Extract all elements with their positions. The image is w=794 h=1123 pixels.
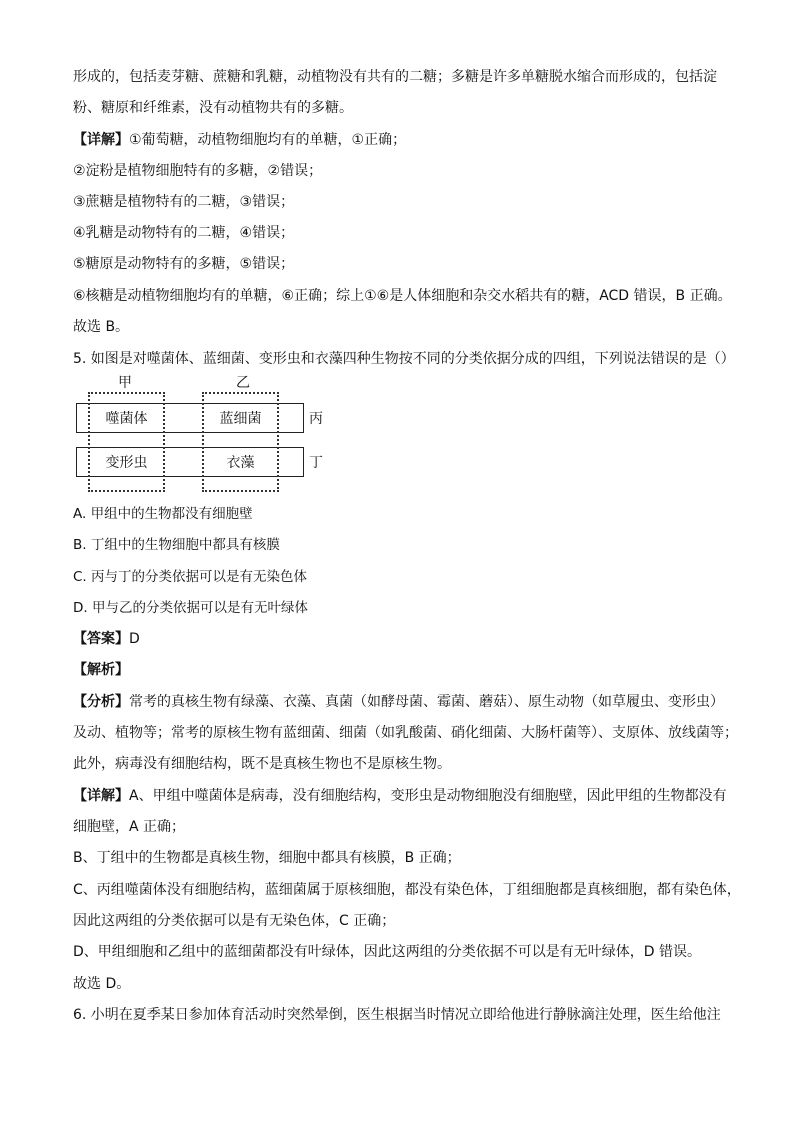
q4-detail-line-3: ③蔗糖是植物特有的二糖，③错误； bbox=[73, 194, 295, 210]
answer-line bbox=[73, 630, 140, 648]
option-d: D. 甲与乙的分类依据可以是有无叶绿体 bbox=[73, 600, 308, 616]
answer-value: D bbox=[129, 631, 140, 647]
q4-detail-line-1: 【详解】①葡萄糖，动植物细胞均有的单糖，①正确； bbox=[73, 132, 407, 148]
cell-chlamydomonas: 衣藻 bbox=[226, 455, 255, 471]
q5-detail-line-1: 【详解】A、甲组中噬菌体是病毒，没有细胞结构，变形虫是动物细胞没有细胞壁，因此甲组的生物都没有 bbox=[73, 788, 727, 804]
intro-line-1: 形成的，包括麦芽糖、蔗糖和乳糖，动植物没有共有的二糖；多糖是许多单糖脱水缩合而形成的，包括淀 bbox=[73, 69, 717, 85]
q5-detail-tag: 【详解】 bbox=[73, 788, 129, 804]
option-c: C. 丙与丁的分类依据可以是有无染色体 bbox=[73, 569, 308, 585]
q5-stem: 5. 如图是对噬菌体、蓝细菌、变形虫和衣藻四种生物按不同的分类依据分成的四组，下列说法错误的是（） bbox=[73, 351, 735, 367]
intro-line-2: 粉、糖原和纤维素，没有动植物共有的多糖。 bbox=[73, 100, 353, 116]
q5-detail-line-6: D、甲组细胞和乙组中的蓝细菌都没有叶绿体，因此这两组的分类依据不可以是有无叶绿体，D 错误。 bbox=[73, 944, 702, 960]
q4-detail-line-6: ⑥核糖是动植物细胞均有的单糖，⑥正确；综上①⑥是人体细胞和杂交水稻共有的糖，ACD 错误，B 正确。 bbox=[73, 288, 732, 304]
group-label-jia: 甲 bbox=[118, 375, 132, 391]
analysis-sub-tag: 【分析】 bbox=[73, 694, 129, 710]
q5-conclusion: 故选 D。 bbox=[73, 976, 131, 992]
analysis-line-1: 【分析】常考的真核生物有绿藻、衣藻、真菌（如酵母菌、霉菌、蘑菇）、原生动物（如草履虫、变形虫） bbox=[73, 694, 724, 710]
analysis-line-3: 此外，病毒没有细胞结构，既不是真核生物也不是原核生物。 bbox=[73, 756, 451, 772]
cell-phage: 噬菌体 bbox=[105, 411, 148, 427]
cell-cyanobacteria: 蓝细菌 bbox=[219, 411, 262, 427]
group-box-jia bbox=[88, 392, 165, 492]
q4-conclusion: 故选 B。 bbox=[73, 319, 130, 335]
analysis-tag: 【解析】 bbox=[73, 662, 129, 678]
group-box-yi bbox=[202, 392, 279, 492]
q5-detail-line-5: 因此这两组的分类依据可以是有无染色体，C 正确； bbox=[73, 913, 396, 929]
classification-diagram bbox=[74, 374, 334, 494]
analysis-line-2: 及动、植物等；常考的原核生物有蓝细菌、细菌（如乳酸菌、硝化细菌、大肠杆菌等）、支原体、放线菌等； bbox=[73, 725, 738, 741]
q5-detail-line-3: B、丁组中的生物都是真核生物，细胞中都具有核膜，B 正确； bbox=[73, 850, 461, 866]
q4-detail-line-4: ④乳糖是动物特有的二糖，④错误； bbox=[73, 225, 295, 241]
detail-tag: 【详解】 bbox=[73, 132, 129, 148]
option-b: B. 丁组中的生物细胞中都具有核膜 bbox=[73, 537, 280, 553]
group-label-bing: 丙 bbox=[309, 411, 323, 427]
q4-detail-line-2: ②淀粉是植物细胞特有的多糖，②错误； bbox=[73, 163, 323, 179]
q5-detail-line-2: 细胞壁，A 正确； bbox=[73, 819, 186, 835]
q5-detail-line-4: C、丙组噬菌体没有细胞结构，蓝细菌属于原核细胞，都没有染色体，丁组细胞都是真核细胞，都有染色体， bbox=[73, 882, 741, 898]
q6-stem: 6. 小明在夏季某日参加体育活动时突然晕倒，医生根据当时情况立即给他进行静脉滴注处理，医生给他注 bbox=[73, 1007, 721, 1023]
group-label-yi: 乙 bbox=[236, 375, 250, 391]
option-a: A. 甲组中的生物都没有细胞壁 bbox=[73, 506, 253, 522]
answer-tag: 【答案】 bbox=[73, 631, 129, 647]
cell-amoeba: 变形虫 bbox=[105, 455, 148, 471]
group-label-ding: 丁 bbox=[309, 455, 323, 471]
q4-detail-line-5: ⑤糖原是动物特有的多糖，⑤错误； bbox=[73, 256, 295, 272]
